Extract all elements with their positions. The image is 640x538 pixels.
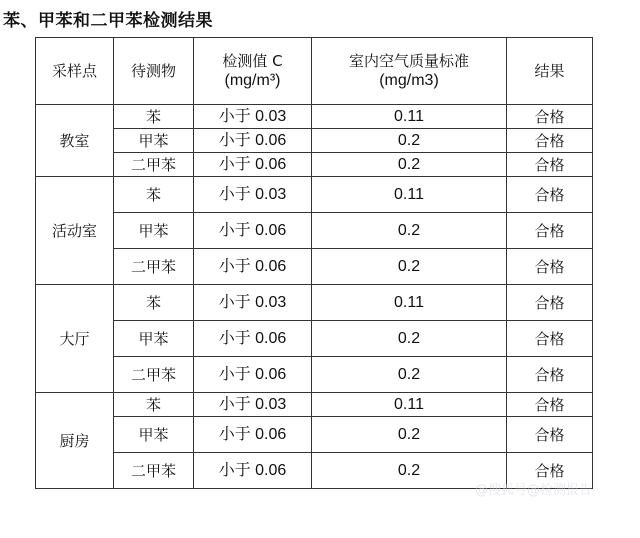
- table-row: [36, 393, 593, 417]
- result-cell: 合格: [507, 213, 593, 249]
- table-row: [36, 213, 593, 249]
- table-row: [36, 417, 593, 453]
- standard-cell: 0.11: [312, 177, 507, 213]
- substance-cell: 甲苯: [114, 213, 194, 249]
- result-cell: 合格: [507, 357, 593, 393]
- page-title: 苯、甲苯和二甲苯检测结果: [3, 11, 213, 31]
- table-row: [36, 285, 593, 321]
- table-row: [36, 129, 593, 153]
- site-cell: 活动室: [36, 177, 114, 285]
- site-cell: 教室: [36, 105, 114, 177]
- watermark: @搜狐号@检测报告: [474, 483, 592, 498]
- measured-cell: 小于 0.06: [194, 213, 312, 249]
- substance-cell: 苯: [114, 177, 194, 213]
- header-standard: [312, 38, 507, 105]
- result-cell: 合格: [507, 285, 593, 321]
- standard-cell: 0.2: [312, 129, 507, 153]
- result-cell: 合格: [507, 321, 593, 357]
- substance-cell: 甲苯: [114, 417, 194, 453]
- results-table: [35, 37, 593, 489]
- standard-cell: 0.2: [312, 321, 507, 357]
- substance-cell: 二甲苯: [114, 357, 194, 393]
- standard-cell: 0.2: [312, 213, 507, 249]
- substance-cell: 二甲苯: [114, 153, 194, 177]
- measured-cell: 小于 0.06: [194, 453, 312, 489]
- substance-cell: 苯: [114, 285, 194, 321]
- header-measured: [194, 38, 312, 105]
- result-cell: 合格: [507, 417, 593, 453]
- measured-cell: 小于 0.06: [194, 129, 312, 153]
- measured-cell: 小于 0.03: [194, 105, 312, 129]
- header-measured-line1: 检测值 C: [222, 52, 283, 70]
- result-cell: 合格: [507, 153, 593, 177]
- substance-cell: 二甲苯: [114, 249, 194, 285]
- table-row: [36, 105, 593, 129]
- substance-cell: 甲苯: [114, 129, 194, 153]
- measured-cell: 小于 0.03: [194, 177, 312, 213]
- table-body: [36, 105, 593, 489]
- header-substance: 待测物: [114, 38, 194, 105]
- site-cell: 厨房: [36, 393, 114, 489]
- table-row: [36, 153, 593, 177]
- header-measured-line2: (mg/m³): [224, 72, 281, 89]
- table-header-row: [36, 38, 593, 105]
- standard-cell: 0.2: [312, 453, 507, 489]
- standard-cell: 0.2: [312, 249, 507, 285]
- standard-cell: 0.2: [312, 417, 507, 453]
- measured-cell: 小于 0.03: [194, 285, 312, 321]
- standard-cell: 0.11: [312, 105, 507, 129]
- header-standard-line2: (mg/m3): [379, 72, 439, 89]
- standard-cell: 0.11: [312, 393, 507, 417]
- substance-cell: 甲苯: [114, 321, 194, 357]
- result-cell: 合格: [507, 129, 593, 153]
- table-row: [36, 177, 593, 213]
- table-row: [36, 249, 593, 285]
- header-site: 采样点: [36, 38, 114, 105]
- header-result: 结果: [507, 38, 593, 105]
- measured-cell: 小于 0.06: [194, 153, 312, 177]
- measured-cell: 小于 0.03: [194, 393, 312, 417]
- header-standard-line1: 室内空气质量标准: [348, 52, 469, 70]
- result-cell: 合格: [507, 393, 593, 417]
- measured-cell: 小于 0.06: [194, 357, 312, 393]
- measured-cell: 小于 0.06: [194, 249, 312, 285]
- table-row: [36, 321, 593, 357]
- result-cell: 合格: [507, 453, 593, 489]
- standard-cell: 0.2: [312, 153, 507, 177]
- measured-cell: 小于 0.06: [194, 321, 312, 357]
- substance-cell: 二甲苯: [114, 453, 194, 489]
- result-cell: 合格: [507, 177, 593, 213]
- substance-cell: 苯: [114, 105, 194, 129]
- result-cell: 合格: [507, 105, 593, 129]
- result-cell: 合格: [507, 249, 593, 285]
- measured-cell: 小于 0.06: [194, 417, 312, 453]
- site-cell: 大厅: [36, 285, 114, 393]
- standard-cell: 0.11: [312, 285, 507, 321]
- substance-cell: 苯: [114, 393, 194, 417]
- standard-cell: 0.2: [312, 357, 507, 393]
- table-row: [36, 357, 593, 393]
